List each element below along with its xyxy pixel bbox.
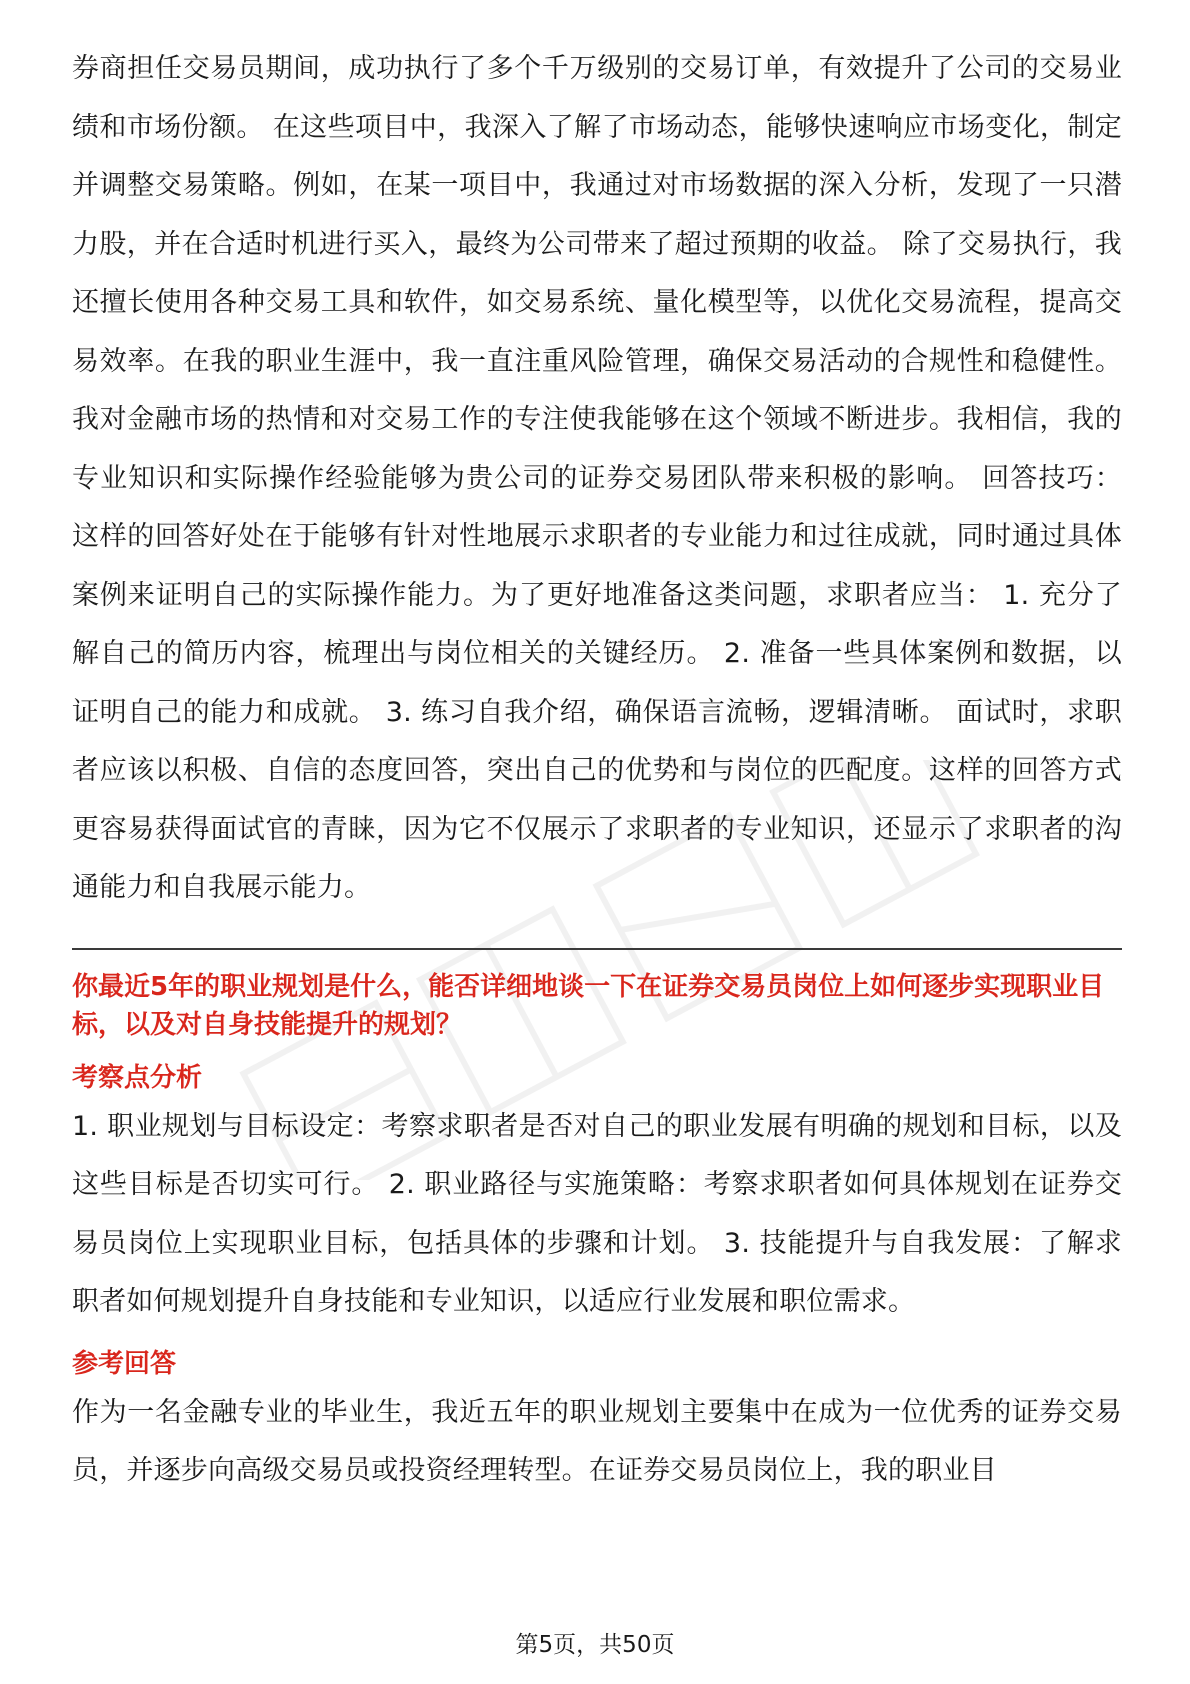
answer-continuation-paragraph: 券商担任交易员期间，成功执行了多个千万级别的交易订单，有效提升了公司的交易业绩和市场份额。 在这些项目中，我深入了解了市场动态，能够快速响应市场变化，制定并调整交易策略。例如，在某一项目中，我通过对市场数据的深入分析，发现了一只潜力股，并在合适时机进行买入，最终为公司带来了超过预期的收益。 除了交易执行，我还擅长使用各种交易工具和软件，如交易系统、量化模型等，以优化交易流程，提高交易效率。在我的职业生涯中，我一直注重风险管理，确保交易活动的合规性和稳健性。 我对金融市场的热情和对交易工作的专注使我能够在这个领域不断进步。我相信，我的专业知识和实际操作经验能够为贵公司的证券交易团队带来积极的影响。 回答技巧： 这样的回答好处在于能够有针对性地展示求职者的专业能力和过往成就，同时通过具体案例来证明自己的实际操作能力。为了更好地准备这类问题，求职者应当： 1. 充分了解自己的简历内容，梳理出与岗位相关的关键经历。 2. 准备一些具体案例和数据，以证明自己的能力和成就。 3. 练习自我介绍，确保语言流畅，逻辑清晰。 面试时，求职者应该以积极、自信的态度回答，突出自己的优势和与岗位的匹配度。这样的回答方式更容易获得面试官的青睐，因为它不仅展示了求职者的专业知识，还显示了求职者的沟通能力和自我展示能力。 [72, 53, 1122, 903]
page-number: 第5页，共50页 [515, 1632, 675, 1658]
reference-answer-paragraph: 作为一名金融专业的毕业生，我近五年的职业规划主要集中在成为一位优秀的证券交易员，并逐步向高级交易员或投资经理转型。在证券交易员岗位上，我的职业目 [72, 1396, 1122, 1486]
analysis-heading: 考察点分析 [72, 1062, 203, 1093]
document-body [72, 40, 1122, 1501]
interview-question: 你最近5年的职业规划是什么，能否详细地谈一下在证券交易员岗位上如何逐步实现职业目标，以及对自身技能提升的规划？ [72, 971, 1105, 1040]
section-divider [72, 948, 1122, 950]
reference-answer-heading: 参考回答 [72, 1348, 177, 1379]
analysis-paragraph: 1. 职业规划与目标设定：考察求职者是否对自己的职业发展有明确的规划和目标，以及这些目标是否切实可行。 2. 职业路径与实施策略：考察求职者如何具体规划在证券交易员岗位上实现职业目标，包括具体的步骤和计划。 3. 技能提升与自我发展：了解求职者如何规划提升自身技能和专业知识，以适应行业发展和职位需求。 [72, 1110, 1122, 1317]
